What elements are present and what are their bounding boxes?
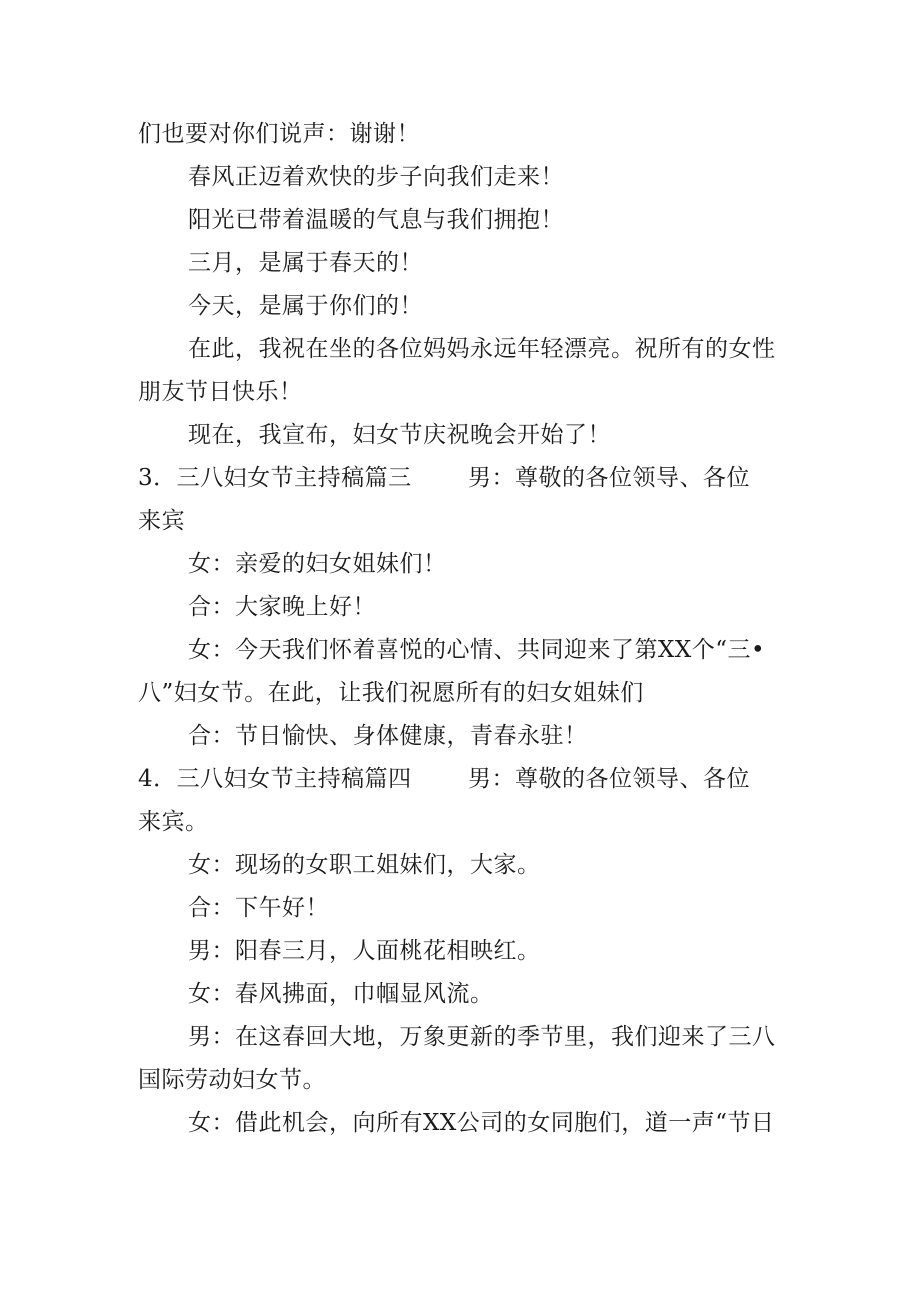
- text-line: 八”妇女节。在此，让我们祝愿所有的妇女姐妹们: [138, 680, 644, 706]
- text-line: 在此，我祝在坐的各位妈妈永远年轻漂亮。祝所有的女性: [188, 336, 776, 362]
- section-heading-3: [138, 457, 750, 500]
- text-line: 合：大家晚上好！: [188, 594, 376, 620]
- text-line: 来宾。: [138, 809, 209, 835]
- text-line: 三月，是属于春天的！: [188, 250, 423, 276]
- text-line: 春风正迈着欢快的步子向我们走来！: [188, 164, 564, 190]
- text-line: 们也要对你们说声：谢谢！: [138, 121, 420, 147]
- text-line: 男：在这春回大地，万象更新的季节里，我们迎来了三八: [188, 1024, 776, 1050]
- text-line: 阳光已带着温暖的气息与我们拥抱！: [188, 207, 564, 233]
- text-line: 现在，我宣布，妇女节庆祝晚会开始了！: [188, 422, 611, 448]
- text-line: 女：春风拂面，巾帼显风流。: [188, 981, 494, 1007]
- text-line: 女：现场的女职工姐妹们，大家。: [188, 852, 541, 878]
- text-line: 来宾: [138, 508, 185, 534]
- section-heading-4: [138, 758, 750, 801]
- document-body: [138, 113, 783, 1145]
- section-title: 3．三八妇女节主持稿篇三: [138, 465, 412, 491]
- text-line: 今天，是属于你们的！: [188, 293, 423, 319]
- text-line: 国际劳动妇女节。: [138, 1067, 326, 1093]
- text-line: 朋友节日快乐！: [138, 379, 303, 405]
- section-title: 4．三八妇女节主持稿篇四: [138, 766, 412, 792]
- text-line: 男：阳春三月，人面桃花相映红。: [188, 938, 541, 964]
- section-first-line: 男：尊敬的各位领导、各位: [468, 465, 750, 491]
- text-line: 女：借此机会，向所有XX公司的女同胞们，道一声“节日: [188, 1110, 775, 1136]
- text-line: 女：亲爱的妇女姐妹们！: [188, 551, 447, 577]
- section-first-line: 男：尊敬的各位领导、各位: [468, 766, 750, 792]
- text-line: 合：下午好！: [188, 895, 329, 921]
- text-line: 合：节日愉快、身体健康，青春永驻！: [188, 723, 588, 749]
- text-line: 女：今天我们怀着喜悦的心情、共同迎来了第XX个“三•: [188, 637, 766, 663]
